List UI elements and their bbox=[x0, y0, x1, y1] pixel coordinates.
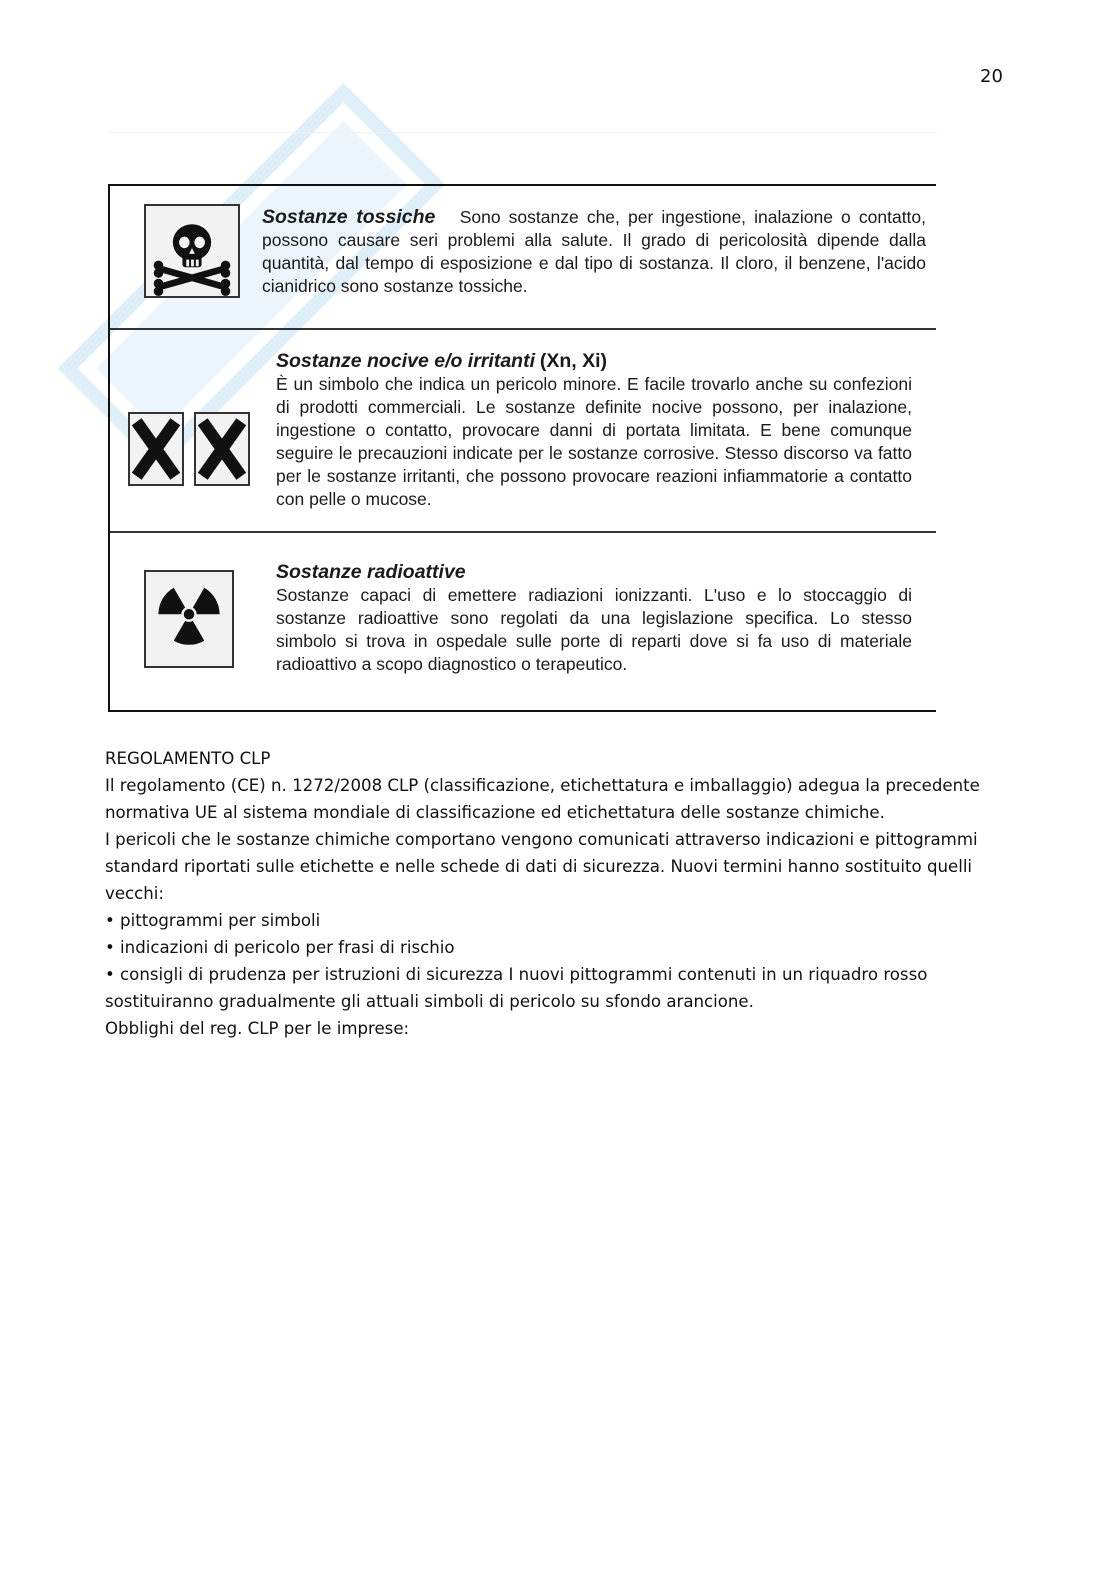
hazard-description: È un simbolo che indica un pericolo minore. E facile trovarlo anche su confezioni di prodotti commerciali. Le sostanze definite nocive possono, per inalazione, ingestione o contatto, provocare danni di portata limitata. E bene comunque seguire le precauzioni indicate per le sostanze corrosive. Stesso discorso va fatto per le sostanze irritanti, che possono provocare reazioni infiammatorie a contatto con pelle o mucose. bbox=[276, 374, 912, 509]
section-heading: REGOLAMENTO CLP bbox=[105, 749, 271, 768]
list-item: • pittogrammi per simboli bbox=[105, 911, 321, 930]
hazard-description: Sono sostanze che, per ingestione, inalazione o contatto, possono causare seri problemi alla salute. Il grado di pericolosità dipende dalla quantità, dal tempo di esposizione e dal tipo di sostanza. Il cloro, il benzene, l'acido cianidrico sono sostanze tossiche. bbox=[262, 207, 927, 296]
cross-x-icon bbox=[194, 412, 250, 486]
hazard-entry-toxic bbox=[262, 206, 926, 298]
cross-x-icon bbox=[128, 412, 184, 486]
row-divider bbox=[110, 531, 936, 533]
row-divider bbox=[110, 328, 936, 330]
paragraph: Il regolamento (CE) n. 1272/2008 CLP (classificazione, etichettatura e imballaggio) adegua la precedente normativa UE al sistema mondiale di classificazione ed etichettatura delle sostanze chimiche. bbox=[105, 776, 980, 822]
hazard-code: (Xn, Xi) bbox=[539, 350, 608, 372]
skull-crossbones-icon bbox=[144, 204, 240, 298]
paragraph: I pericoli che le sostanze chimiche comportano vengono comunicati attraverso indicazioni e pittogrammi standard riportati sulle etichette e nelle schede di dati di sicurezza. Nuovi termini hanno sostituito quelli vecchi: bbox=[105, 830, 978, 903]
hazard-title: Sostanze nocive e/o irritanti bbox=[276, 350, 535, 372]
hazard-description: Sostanze capaci di emettere radiazioni ionizzanti. L'uso e lo stoccaggio di sostanze radioattive sono regolati da una legislazione specifica. Lo stesso simbolo si trova in ospedale sulle porte di reparti dove si fa uso di materiale radioattivo a scopo diagnostico o terapeutico. bbox=[276, 585, 912, 674]
hazard-symbols-figure bbox=[108, 184, 936, 712]
hazard-title: Sostanze radioattive bbox=[276, 561, 466, 583]
page-number: 20 bbox=[980, 66, 1003, 87]
hazard-entry-harmful-irritant bbox=[276, 350, 912, 511]
hazard-title: Sostanze tossiche bbox=[262, 206, 436, 228]
clp-section bbox=[105, 745, 985, 1042]
hazard-entry-radioactive bbox=[276, 561, 912, 676]
list-item: • consigli di prudenza per istruzioni di sicurezza I nuovi pittogrammi contenuti in un riquadro rosso sostituiranno gradualmente gli attuali simboli di pericolo su sfondo arancione. bbox=[105, 965, 928, 1011]
paragraph: Obblighi del reg. CLP per le imprese: bbox=[105, 1019, 410, 1038]
list-item: • indicazioni di pericolo per frasi di rischio bbox=[105, 938, 455, 957]
radiation-trefoil-icon bbox=[144, 570, 234, 668]
faint-divider bbox=[108, 132, 938, 133]
